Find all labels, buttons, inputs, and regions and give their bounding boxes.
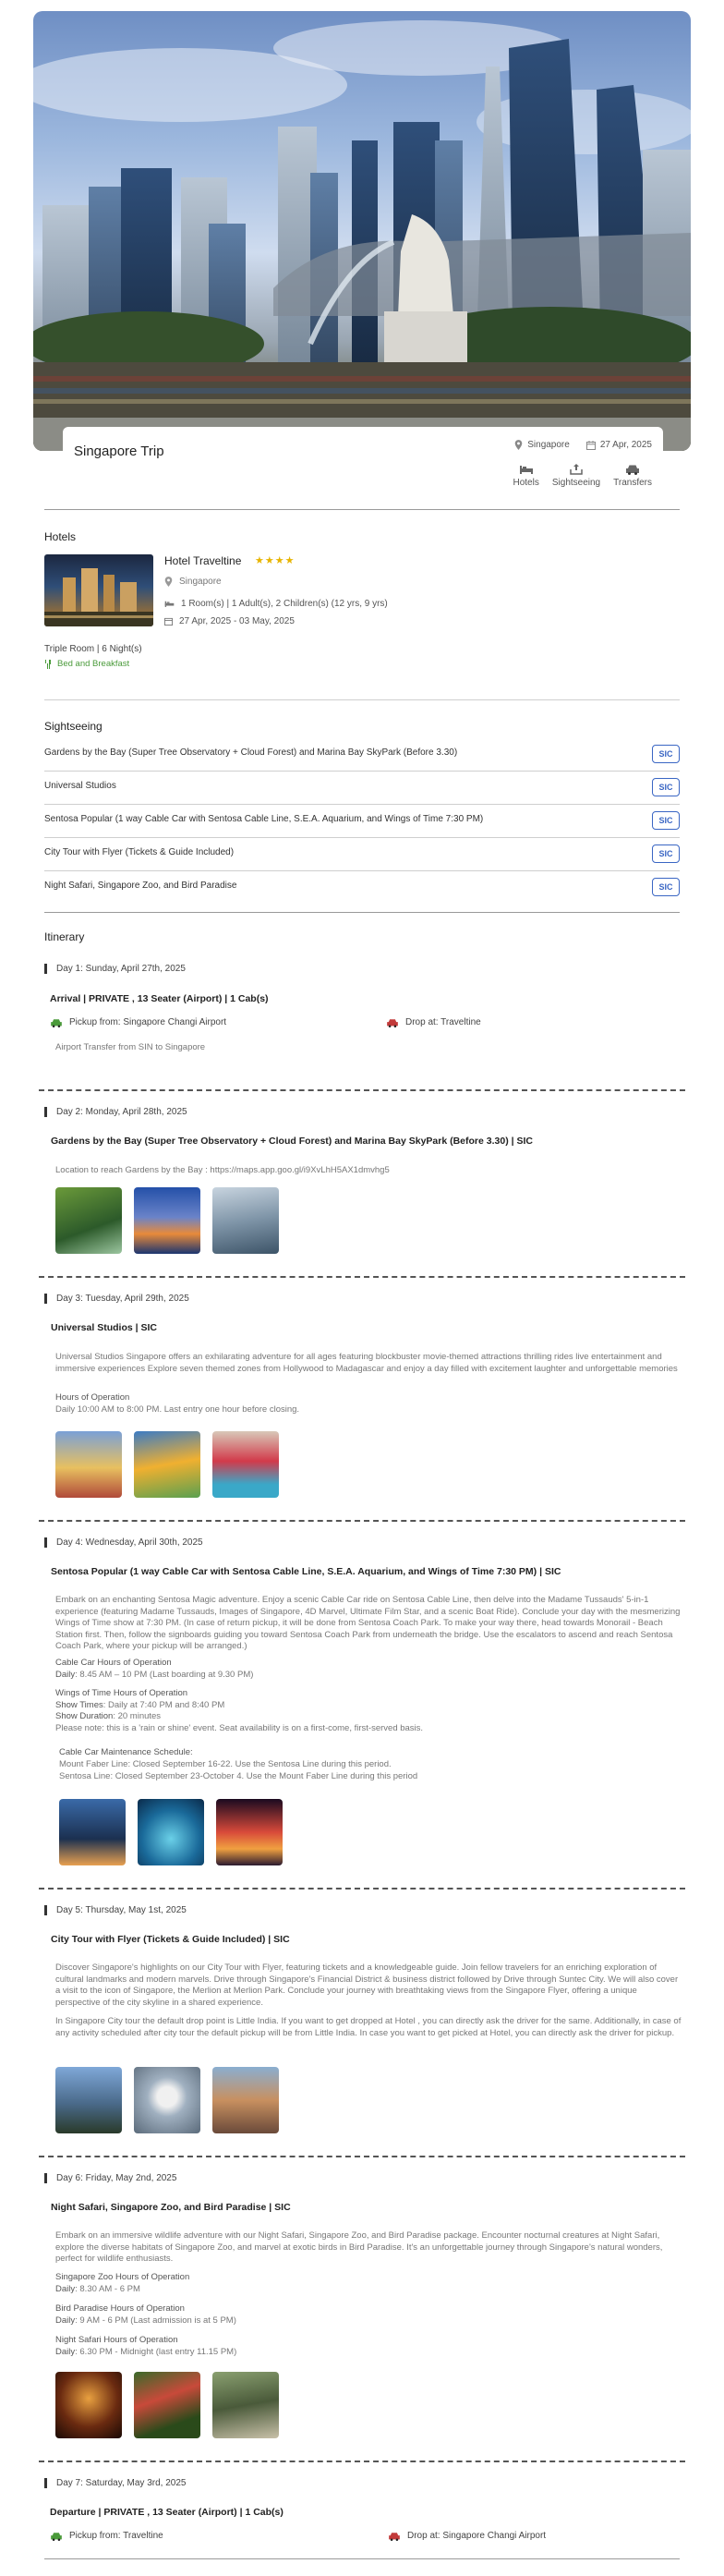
hours-value: Daily 10:00 AM to 8:00 PM. Last entry one hour before closing. (55, 1404, 300, 1415)
sightseeing-item-label: Sentosa Popular (1 way Cable Car with Sentosa Cable Line, S.E.A. Aquarium, and Wings of Time 7:30 PM) (44, 814, 484, 824)
sightseeing-item[interactable] (44, 870, 680, 904)
car-red-icon (386, 1018, 399, 1027)
service-hotels[interactable] (513, 464, 539, 488)
day-header (44, 964, 186, 974)
activity-note: Location to reach Gardens by the Bay : https://maps.app.goo.gl/i9XvLhH5AX1dmvhg5 (55, 1165, 390, 1175)
sic-badge: SIC (652, 811, 680, 830)
trip-date-label: 27 Apr, 2025 (599, 440, 652, 450)
activity-title: City Tour with Flyer (Tickets & Guide Included) | SIC (51, 1934, 290, 1945)
sic-badge: SIC (652, 844, 680, 863)
sic-badge: SIC (652, 745, 680, 763)
divider (44, 699, 680, 700)
activity-title: Departure | PRIVATE , 13 Seater (Airport) | 1 Cab(s) (50, 2507, 284, 2518)
wings-note: Please note: this is a 'rain or shine' event. Seat availability is on a first-come, first-served basis. (55, 1723, 424, 1733)
day-header (44, 1537, 203, 1548)
hotel-room-type: Triple Room | 6 Night(s) (44, 644, 142, 654)
sightseeing-item-label: Gardens by the Bay (Super Tree Observatory + Cloud Forest) and Marina Bay SkyPark (Before 3.30) (44, 747, 458, 758)
service-hotels-label: Hotels (513, 478, 539, 488)
wings-duration-label: Show Duration (55, 1711, 114, 1721)
thumbnail-image (55, 1187, 122, 1254)
sightseeing-item-label: Night Safari, Singapore Zoo, and Bird Paradise (44, 881, 237, 891)
hotel-dates (164, 616, 295, 626)
hotels-section-title: Hotels (44, 530, 77, 543)
zoo-hours-label: Singapore Zoo Hours of Operation (55, 2272, 190, 2282)
activity-title: Universal Studios | SIC (51, 1322, 157, 1333)
night-daily-label: Daily (55, 2347, 76, 2357)
bird-hours (55, 2315, 683, 2327)
day-header-label: Day 6: Friday, May 2nd, 2025 (56, 2173, 177, 2183)
thumbnail-image (134, 1187, 200, 1254)
sightseeing-item[interactable] (44, 771, 680, 804)
cable-hours-value: : 8.45 AM – 10 PM (Last boarding at 9.30 PM) (75, 1670, 254, 1680)
calendar-icon (164, 617, 173, 626)
divider (44, 912, 680, 913)
thumbnail-image (212, 1431, 279, 1498)
thumbnail-image (138, 1799, 204, 1865)
service-tabs (513, 464, 653, 488)
day-header-label: Day 2: Monday, April 28th, 2025 (56, 1107, 187, 1117)
activity-description: Embark on an immersive wildlife adventure with our Night Safari, Singapore Zoo, and Bird Paradise package. Encounter nocturnal creatures at Night Safari, explore the diverse habitats of Singapore Zoo, and marvel at exotic birds in Bird Paradise. It's an unforgettable journey through Singapore's natural wonders, perfect for wildlife enthusiasts. (55, 2230, 663, 2264)
location-pin-icon (164, 577, 173, 587)
trip-header (63, 427, 663, 497)
calendar-icon (586, 441, 596, 450)
hotel-meal (44, 659, 129, 669)
night-hours-label: Night Safari Hours of Operation (55, 2335, 178, 2345)
divider (44, 2558, 680, 2559)
trip-title: Singapore Trip (74, 444, 164, 459)
thumbnail-image (212, 2067, 279, 2133)
thumbnail-image (134, 1431, 200, 1498)
bird-daily-label: Daily (55, 2315, 76, 2326)
day-header (44, 2478, 186, 2488)
day-header-label: Day 7: Saturday, May 3rd, 2025 (56, 2478, 187, 2488)
cable-daily-label: Daily (55, 1670, 76, 1680)
trip-location-label: Singapore (527, 440, 570, 450)
trip-meta (514, 440, 652, 450)
zoo-daily-label: Daily (55, 2284, 76, 2294)
activity-title: Gardens by the Bay (Super Tree Observatory + Cloud Forest) and Marina Bay SkyPark (Before 3.30) | SIC (51, 1136, 533, 1147)
trip-location (514, 440, 570, 450)
transfer-note: Airport Transfer from SIN to Singapore (55, 1042, 206, 1052)
day-header (44, 1905, 187, 1915)
wings-show (55, 1700, 683, 1712)
sightseeing-item-label: City Tour with Flyer (Tickets & Guide Included) (44, 847, 235, 857)
sic-badge: SIC (652, 878, 680, 896)
drop-label: Drop at: Traveltine (405, 1017, 481, 1027)
day-divider (39, 1888, 685, 1889)
cable-hours (55, 1670, 683, 1682)
thumbnail-image (134, 2372, 200, 2438)
thumbnail-image (55, 1431, 122, 1498)
cutlery-icon (44, 660, 52, 669)
car-red-icon (388, 2532, 401, 2541)
service-transfers-label: Transfers (613, 478, 652, 488)
hero-image (33, 11, 691, 451)
day-header (44, 1107, 187, 1117)
trip-date (586, 440, 652, 450)
maintenance-item: Sentosa Line: Closed September 23-October 4. Use the Mount Faber Line during this period (59, 1771, 418, 1781)
activity-title: Sentosa Popular (1 way Cable Car with Sentosa Cable Line, S.E.A. Aquarium, and Wings of Time 7:30 PM) | SIC (51, 1566, 561, 1577)
sic-badge: SIC (652, 778, 680, 796)
pickup-info (50, 1017, 226, 1027)
hotel-name[interactable]: Hotel Traveltine (164, 554, 242, 567)
sightseeing-section-title: Sightseeing (44, 720, 103, 733)
divider (44, 509, 680, 510)
car-green-icon (50, 1018, 63, 1027)
hotel-dates-label: 27 Apr, 2025 - 03 May, 2025 (179, 616, 295, 626)
hotel-city (164, 577, 222, 587)
thumbnail-image (216, 1799, 283, 1865)
thumbnail-image (59, 1799, 126, 1865)
bed-icon (164, 600, 175, 608)
car-green-icon (50, 2532, 63, 2541)
drop-label: Drop at: Singapore Changi Airport (407, 2531, 547, 2541)
cable-hours-label: Cable Car Hours of Operation (55, 1658, 172, 1668)
wings-show-value: : Daily at 7:40 PM and 8:40 PM (103, 1700, 225, 1710)
pickup-label: Pickup from: Traveltine (69, 2531, 163, 2541)
bird-hours-label: Bird Paradise Hours of Operation (55, 2303, 185, 2314)
thumbnail-image (212, 1187, 279, 1254)
activity-description: Embark on an enchanting Sentosa Magic adventure. Enjoy a scenic Cable Car ride on Sentosa Cable Line, then delve into the Madame Tussauds' 5-in-1 experience (featuring Madame Tussauds, Images of Singapore, 4D Marvel, Ultimate Film Star, and a scenic Boat Ride). Conclude your day with the mesmerizing Wings of Time show at 7:30 PM. (In case of return pickup, it will be done from Sentosa Coach Park. To make your way there, head towards Monorail - Beach Station first. Then, follow the signboards guiding you toward Sentosa Coach Park from underneath the bridge. Use the escalators to ascend and reach Sentosa Coach Park, where your pickup will be arranged.) (55, 1595, 681, 1651)
location-pin-icon (514, 440, 523, 450)
sightseeing-item[interactable] (44, 804, 680, 837)
hotel-stars: ★★★★ (255, 555, 296, 566)
day-divider (39, 1276, 685, 1278)
share-icon (570, 464, 583, 475)
thumbnail-image (55, 2067, 122, 2133)
sightseeing-item[interactable] (44, 737, 680, 771)
wings-hours-label: Wings of Time Hours of Operation (55, 1688, 188, 1698)
hotel-rooms-label: 1 Room(s) | 1 Adult(s), 2 Children(s) (12 yrs, 9 yrs) (181, 599, 388, 609)
itinerary-section-title: Itinerary (44, 930, 85, 943)
zoo-hours (55, 2284, 683, 2296)
day-header-label: Day 1: Sunday, April 27th, 2025 (56, 964, 186, 974)
car-icon (625, 464, 640, 475)
day-divider (39, 2461, 685, 2462)
bird-hours-value: : 9 AM - 6 PM (Last admission is at 5 PM) (75, 2315, 236, 2326)
day-divider (39, 1089, 685, 1091)
wings-show-label: Show Times (55, 1700, 103, 1710)
service-transfers[interactable] (613, 464, 652, 488)
day-header-label: Day 3: Tuesday, April 29th, 2025 (56, 1294, 189, 1304)
day-divider (39, 2156, 685, 2157)
activity-note: In Singapore City tour the default drop point is Little India. If you want to get dropped at Hotel , you can directly ask the driver for the same. Additionally, in case of any activity scheduled after city tour the default pickup will be from Little India. In case you want to get picked at Hotel, you can directly ask the driver for pickup. (55, 2016, 682, 2038)
hotel-rooms (164, 599, 388, 609)
bed-icon (519, 464, 534, 475)
activity-description: Universal Studios Singapore offers an exhilarating adventure for all ages featuring blockbuster movie-themed attractions thrilling rides live entertainment and immersive experiences Explore seven themed zones from Hollywood to Madagascar and enjoy a day filled with excitement laughter and unforgettable memories (55, 1352, 678, 1374)
hotel-image (44, 554, 153, 626)
sightseeing-item-label: Universal Studios (44, 781, 116, 791)
service-sightseeing-label: Sightseeing (551, 478, 601, 488)
night-hours-value: : 6.30 PM - Midnight (last entry 11.15 PM) (75, 2347, 237, 2357)
activity-title: Night Safari, Singapore Zoo, and Bird Paradise | SIC (51, 2202, 291, 2213)
hotel-city-label: Singapore (179, 577, 222, 587)
pickup-info (50, 2531, 163, 2541)
zoo-hours-value: : 8.30 AM - 6 PM (75, 2284, 140, 2294)
service-sightseeing[interactable] (552, 464, 600, 488)
hotel-meal-label: Bed and Breakfast (57, 659, 130, 669)
day-header-label: Day 4: Wednesday, April 30th, 2025 (56, 1537, 203, 1548)
activity-title: Arrival | PRIVATE , 13 Seater (Airport) | 1 Cab(s) (50, 993, 269, 1004)
thumbnail-image (55, 2372, 122, 2438)
activity-description: Discover Singapore's highlights on our City Tour with Flyer, featuring tickets and a knowledgeable guide. Join fellow travelers for an enriching exploration of cultural landmarks and modern marvels. Drive through Singapore's Financial District & business district followed by Drive through Suntec City. We will also cover a visit to the icon of Singapore, the Merlion at Merlion Park. Conclude your journey with breathtaking views from the Singapore Flyer, offering a unique perspective of the city skyline in a shared experience. (55, 1962, 679, 2008)
thumbnail-image (212, 2372, 279, 2438)
day-header-label: Day 5: Thursday, May 1st, 2025 (56, 1905, 187, 1915)
sightseeing-item[interactable] (44, 837, 680, 870)
maintenance-label: Cable Car Maintenance Schedule: (59, 1747, 193, 1757)
pickup-label: Pickup from: Singapore Changi Airport (69, 1017, 227, 1027)
hours-label: Hours of Operation (55, 1392, 130, 1403)
maintenance-item: Mount Faber Line: Closed September 16-22. Use the Sentosa Line during this period. (59, 1759, 392, 1769)
night-hours (55, 2347, 683, 2359)
day-header (44, 1294, 189, 1304)
drop-info (388, 2531, 546, 2541)
day-header (44, 2173, 176, 2183)
wings-duration (55, 1711, 683, 1723)
day-divider (39, 1520, 685, 1522)
thumbnail-image (134, 2067, 200, 2133)
drop-info (386, 1017, 481, 1027)
wings-duration-value: : 20 minutes (113, 1711, 162, 1721)
